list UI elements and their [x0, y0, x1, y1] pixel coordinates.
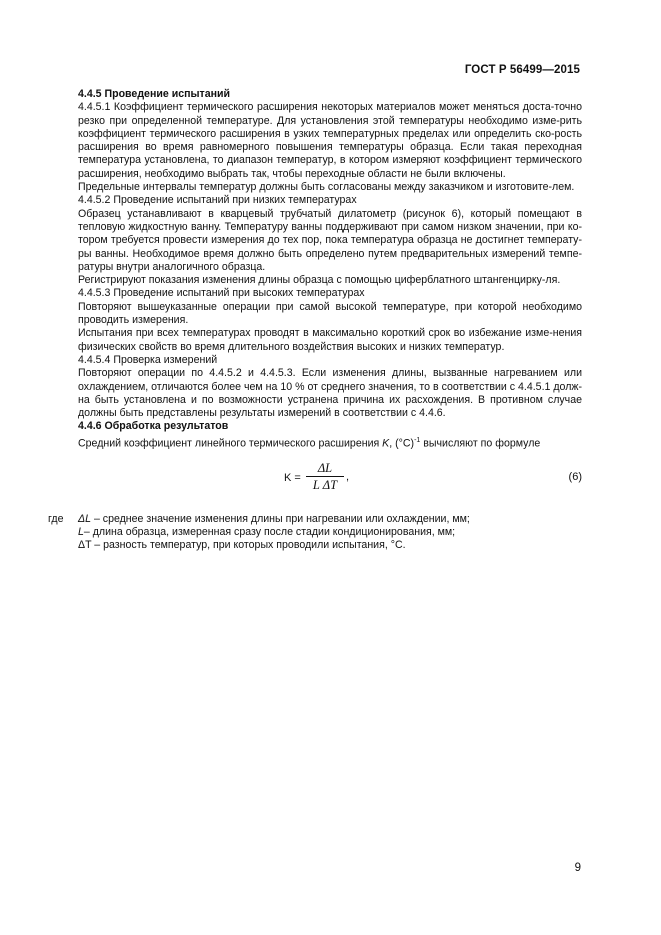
where-text: – длина образца, измеренная сразу после стадии кондиционирования, мм;: [83, 525, 456, 538]
paragraph-4-4-5-1-text: 4.4.5.1 Коэффициент термического расширения некоторых материалов может меняться доста-точно резко при определенной температуре. Для установления этой температуры необходимо изме-рить коэффициент термического расширения в узких температурных пределах или определить ско-рость расширения во время равномерного повышения температуры образца. Если такая переходная температура установлена, то диапазон температур, в котором измеряют коэффициент термического расширения, необходимо выбрать так, чтобы переходные области не были включены.: [78, 101, 582, 180]
where-text: – разность температур, при которых проводили испытания, °С.: [91, 539, 406, 552]
paragraph-4-4-5-4-text: Повторяют операции по 4.4.5.2 и 4.4.5.3. Если изменения длины, вызванные нагреванием или охлаждением, отличаются более чем на 10 % от среднего значения, то в соответствии с 4.4.5.1 долж-на быть установлена и по возможности устранена причина их расхождения. В противном случае должны быть представлены результаты измерений в соответствии с 4.4.6.: [78, 367, 582, 420]
where-row: [78, 526, 582, 539]
formula-fraction: [306, 461, 344, 493]
section-heading-4-4-5: 4.4.5 Проведение испытаний: [78, 88, 231, 100]
formula-lhs: K =: [284, 471, 301, 484]
where-row: [78, 513, 582, 526]
paragraph-4-4-6-text-b: , (°С): [389, 437, 415, 450]
where-symbol: ΔT: [78, 539, 92, 552]
where-row: [78, 539, 582, 552]
paragraph-limits-text: Предельные интервалы температур должны быть согласованы между заказчиком и изготовите-лем.: [78, 181, 575, 194]
symbol-k: K: [382, 437, 390, 450]
formula-numerator: ΔL: [306, 461, 344, 477]
document-body: [48, 88, 582, 552]
paragraph-all-temperatures: [78, 327, 582, 354]
superscript-minus-one: -1: [414, 436, 421, 444]
where-symbol: L: [78, 525, 84, 538]
paragraph-4-4-6: [78, 434, 582, 451]
formula-comma: ,: [346, 470, 350, 483]
paragraph-4-4-5-4: [78, 367, 582, 420]
paragraph-4-4-6-text-c: вычисляют по формуле: [420, 437, 541, 450]
where-symbol: ΔL: [78, 512, 91, 525]
page-number: 9: [574, 862, 581, 874]
paragraph-4-4-5-2: [78, 208, 582, 274]
paragraph-4-4-5-3: [78, 301, 582, 328]
where-block: [48, 512, 582, 553]
where-label: где: [48, 512, 64, 525]
where-text: – среднее значение изменения длины при нагревании или охлаждении, мм;: [91, 512, 470, 525]
section-heading-4-4-6: 4.4.6 Обработка результатов: [78, 420, 229, 433]
paragraph-all-temperatures-text: Испытания при всех температурах проводят в максимально короткий срок во избежание изме-нения физических свойств во время длительного воздействия высоких и низких температур.: [78, 327, 582, 353]
document-id-header: ГОСТ Р 56499—2015: [464, 64, 580, 76]
paragraph-limits: [78, 181, 582, 194]
subheading-4-4-5-3: 4.4.5.3 Проведение испытаний при высоких температурах: [78, 287, 365, 300]
paragraph-register-text: Регистрируют показания изменения длины образца с помощью циферблатного штангенцирку-ля.: [78, 274, 561, 287]
formula-denominator: L ΔT: [312, 477, 338, 492]
paragraph-4-4-6-text-a: Средний коэффициент линейного термического расширения: [78, 437, 383, 450]
paragraph-4-4-5-1: [78, 101, 582, 181]
paragraph-4-4-5-2-text: Образец устанавливают в кварцевый трубчатый дилатометр (рисунок 6), который помещают в тепловую жидкостную ванну. Температуру ванны поддерживают при самом низком значении, при ко-тором требуется провести измерения до тех пор, пока температура образца не достигнет температу-ры ванны. Необходимое время должно быть определено путем предварительных измерений темпе-ратуры внутри аналогичного образца.: [78, 207, 582, 273]
formula-6: [78, 461, 582, 501]
paragraph-register: [78, 274, 582, 287]
subheading-4-4-5-2: 4.4.5.2 Проведение испытаний при низких температурах: [78, 194, 357, 207]
subheading-4-4-5-4: 4.4.5.4 Проверка измерений: [78, 353, 218, 366]
formula-number: (6): [568, 470, 582, 483]
paragraph-4-4-5-3-text: Повторяют вышеуказанные операции при самой высокой температуре, при которой необходимо проводить измерения.: [78, 300, 582, 327]
